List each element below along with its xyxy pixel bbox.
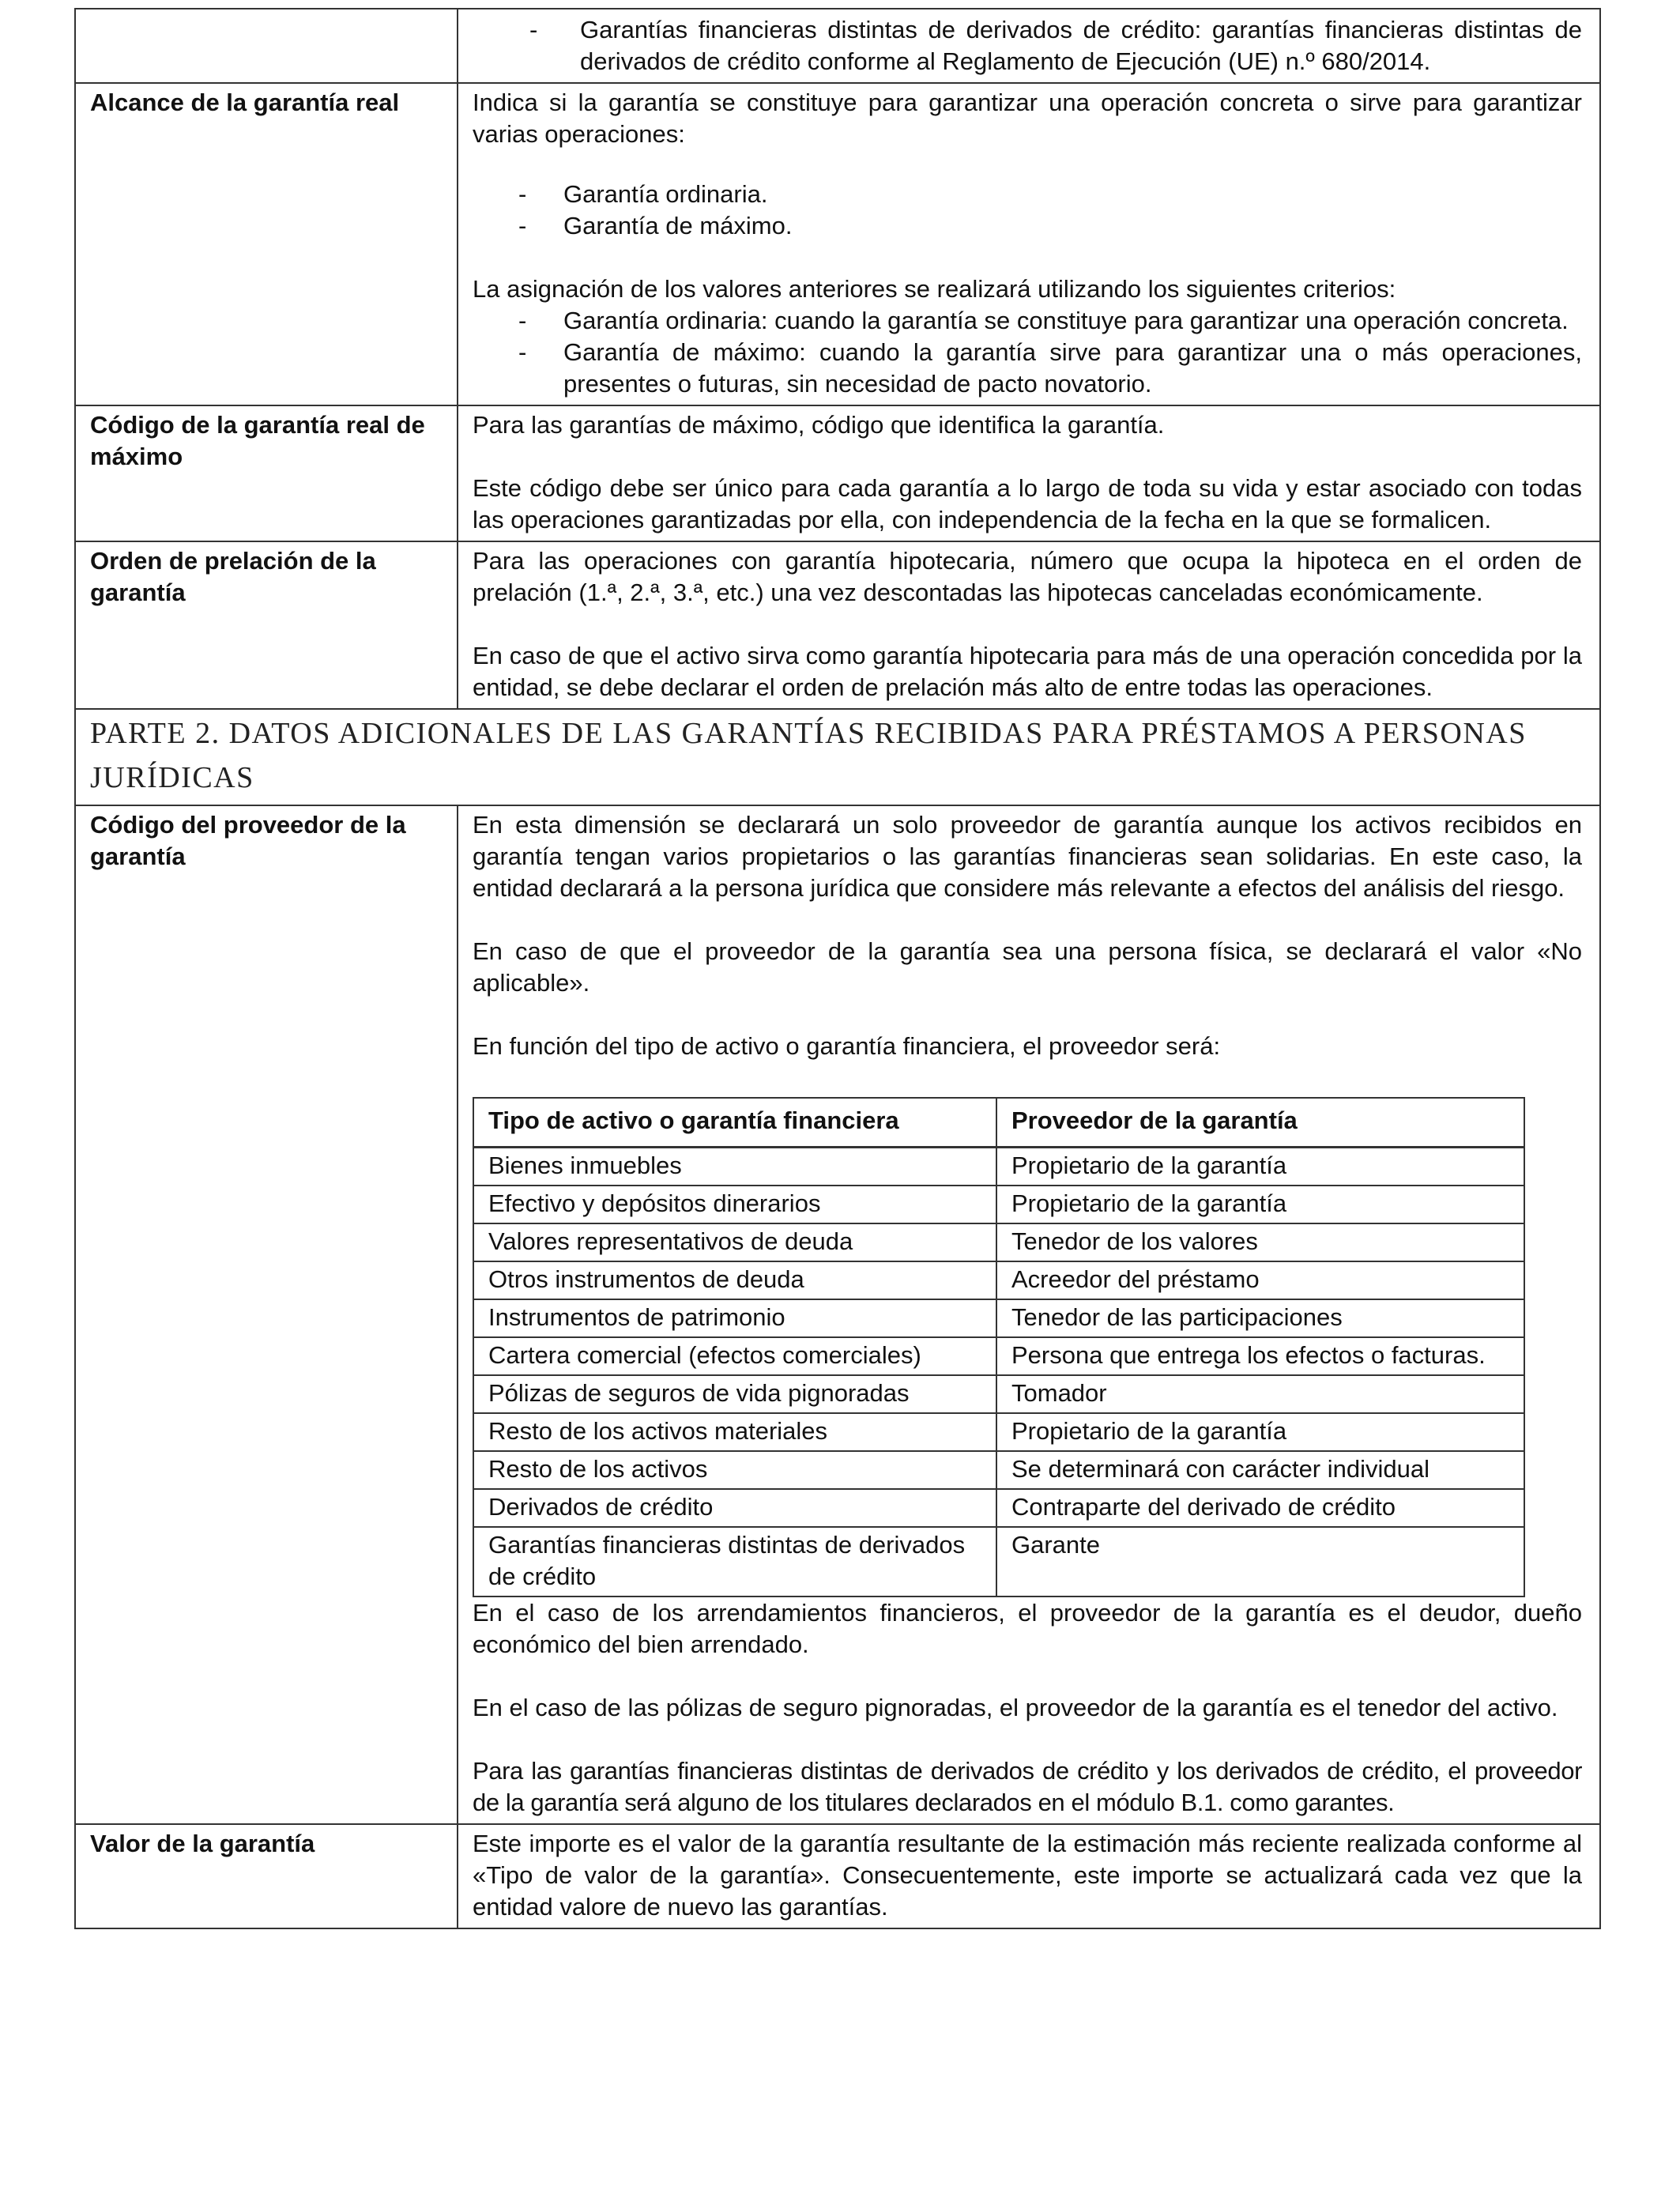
bullet-list [473,14,1582,77]
section-heading-row [75,709,1600,805]
table-cell: Derivados de crédito [473,1489,996,1527]
row-label: Valor de la garantía [75,1824,458,1928]
table-cell: Acreedor del préstamo [996,1261,1524,1299]
table-cell: Cartera comercial (efectos comerciales) [473,1337,996,1375]
paragraph: Indica si la garantía se constituye para garantizar una operación concreta o sirve para garantizar varias operaciones: [473,89,1582,148]
paragraph: Este importe es el valor de la garantía resultante de la estimación más reciente realizada conforme al «Tipo de valor de la garantía». Consecuentemente, este importe se actualizará cada vez que la entidad valore de nuevo las garantías. [473,1830,1582,1921]
table-row [473,1186,1524,1223]
table-cell: Persona que entrega los efectos o facturas. [996,1337,1524,1375]
table-row [75,405,1600,541]
definitions-table [74,8,1601,1929]
table-row [473,1148,1524,1186]
paragraph: Para las garantías financieras distintas de derivados de crédito y los derivados de crédito, el proveedor de la garantía será alguno de los titulares declarados en el módulo B.1. como garantes. [473,1757,1582,1816]
table-row [75,805,1600,1824]
row-label: Código de la garantía real de máximo [75,405,458,541]
paragraph: En esta dimensión se declarará un solo proveedor de garantía aunque los activos recibidos en garantía tengan varios propietarios o las garantías financieras sean solidarias. En este caso, la entidad declarará a la persona jurídica que considere más relevante a efectos del análisis del riesgo. [473,811,1582,902]
row-description [458,805,1600,1824]
table-cell: Propietario de la garantía [996,1186,1524,1223]
table-cell: Pólizas de seguros de vida pignoradas [473,1375,996,1413]
table-cell: Contraparte del derivado de crédito [996,1489,1524,1527]
paragraph: En función del tipo de activo o garantía financiera, el proveedor será: [473,1032,1221,1060]
list-item: - Garantía de máximo. [518,212,793,239]
paragraph: En caso de que el activo sirva como garantía hipotecaria para más de una operación concedida por la entidad, se debe declarar el orden de prelación más alto de entre todas las operaciones. [473,642,1582,701]
bullet-list [473,305,1582,400]
table-cell: Tomador [996,1375,1524,1413]
table-cell: Efectivo y depósitos dinerarios [473,1186,996,1223]
row-description [458,9,1600,83]
paragraph: Para las operaciones con garantía hipotecaria, número que ocupa la hipoteca en el orden de prelación (1.ª, 2.ª, 3.ª, etc.) una vez descontadas las hipotecas canceladas económicamente. [473,547,1582,606]
row-description [458,1824,1600,1928]
row-label: Código del proveedor de la garantía [75,805,458,1824]
list-item: - Garantía de máximo: cuando la garantía sirve para garantizar una o más operaciones, presentes o futuras, sin necesidad de pacto novatorio. [518,338,1582,398]
row-label-empty [75,9,458,83]
list-item: - Garantía ordinaria: cuando la garantía se constituye para garantizar una operación concreta. [518,307,1569,334]
provider-table-wrap [473,1097,1582,1597]
table-cell: Resto de los activos [473,1451,996,1489]
column-header: Proveedor de la garantía [996,1098,1524,1148]
row-description [458,83,1600,405]
table-cell: Resto de los activos materiales [473,1413,996,1451]
table-row [75,9,1600,83]
section-title: PARTE 2. DATOS ADICIONALES DE LAS GARANTÍAS RECIBIDAS PARA PRÉSTAMOS A PERSONAS JURÍDICAS [75,709,1600,805]
table-row [473,1375,1524,1413]
table-row [75,1824,1600,1928]
table-cell: Tenedor de las participaciones [996,1299,1524,1337]
table-row [75,83,1600,405]
list-item: - Garantías financieras distintas de derivados de crédito: garantías financieras distintas de derivados de crédito conforme al Reglamento de Ejecución (UE) n.º 680/2014. [529,16,1582,75]
table-cell: Bienes inmuebles [473,1148,996,1186]
paragraph: Para las garantías de máximo, código que identifica la garantía. [473,411,1165,439]
table-row [473,1337,1524,1375]
paragraph: La asignación de los valores anteriores se realizará utilizando los siguientes criterios: [473,275,1396,303]
column-header: Tipo de activo o garantía financiera [473,1098,996,1148]
table-row [473,1299,1524,1337]
paragraph: Este código debe ser único para cada garantía a lo largo de toda su vida y estar asociado con todas las operaciones garantizadas por ella, con independencia de la fecha en la que se formalicen. [473,474,1582,533]
table-row [75,541,1600,709]
table-row [473,1413,1524,1451]
table-cell: Se determinará con carácter individual [996,1451,1524,1489]
row-description [458,541,1600,709]
paragraph: En caso de que el proveedor de la garantía sea una persona física, se declarará el valor «No aplicable». [473,937,1582,997]
bullet-list [473,179,1582,242]
table-cell: Garantías financieras distintas de derivados de crédito [473,1527,996,1596]
table-row [473,1451,1524,1489]
row-label: Alcance de la garantía real [75,83,458,405]
paragraph: En el caso de las pólizas de seguro pignoradas, el proveedor de la garantía es el tenedor del activo. [473,1694,1558,1721]
table-cell: Garante [996,1527,1524,1596]
row-label: Orden de prelación de la garantía [75,541,458,709]
table-cell: Otros instrumentos de deuda [473,1261,996,1299]
table-header-row [473,1098,1524,1148]
table-cell: Instrumentos de patrimonio [473,1299,996,1337]
provider-table [473,1097,1525,1597]
paragraph: En el caso de los arrendamientos financieros, el proveedor de la garantía es el deudor, dueño económico del bien arrendado. [473,1599,1582,1658]
table-cell: Valores representativos de deuda [473,1223,996,1261]
table-row [473,1223,1524,1261]
row-description [458,405,1600,541]
table-row [473,1489,1524,1527]
table-row [473,1527,1524,1596]
table-cell: Propietario de la garantía [996,1148,1524,1186]
list-item: - Garantía ordinaria. [518,180,768,208]
table-row [473,1261,1524,1299]
table-cell: Tenedor de los valores [996,1223,1524,1261]
table-cell: Propietario de la garantía [996,1413,1524,1451]
